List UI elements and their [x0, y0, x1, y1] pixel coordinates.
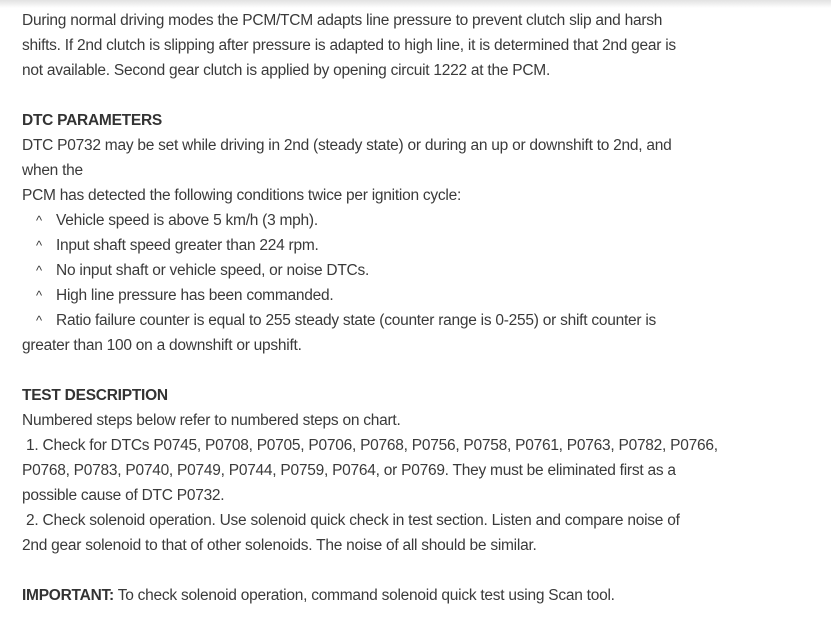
- test-description-section: [22, 383, 822, 558]
- condition-text: No input shaft or vehicle speed, or noise DTCs.: [56, 262, 370, 279]
- document-body: [22, 8, 822, 608]
- text-line: 1. Check for DTCs P0745, P0708, P0705, P0706, P0768, P0756, P0758, P0761, P0763, P0782, P0766,: [22, 437, 718, 454]
- important-note: [22, 583, 822, 608]
- caret-bullet-icon: ^: [36, 263, 42, 278]
- caret-bullet-icon: ^: [36, 238, 42, 253]
- condition-text: High line pressure has been commanded.: [56, 287, 334, 304]
- condition-item: [22, 208, 822, 233]
- text-line: During normal driving modes the PCM/TCM adapts line pressure to prevent clutch slip and harsh: [22, 12, 663, 29]
- condition-text: Ratio failure counter is equal to 255 steady state (counter range is 0-255) or shift counter is: [56, 312, 657, 329]
- text-line: 2nd gear solenoid to that of other solenoids. The noise of all should be similar.: [22, 537, 537, 554]
- condition-item: [22, 258, 822, 283]
- section-heading: DTC PARAMETERS: [22, 112, 163, 129]
- important-label: IMPORTANT:: [22, 587, 114, 604]
- text-line: shifts. If 2nd clutch is slipping after pressure is adapted to high line, it is determined that 2nd gear is: [22, 37, 676, 54]
- section-heading: TEST DESCRIPTION: [22, 387, 168, 404]
- condition-item: [22, 233, 822, 258]
- text-line: P0768, P0783, P0740, P0749, P0744, P0759, P0764, or P0769. They must be eliminated first as a: [22, 462, 676, 479]
- caret-bullet-icon: ^: [36, 313, 42, 328]
- top-shadow: [0, 0, 831, 8]
- condition-text: Input shaft speed greater than 224 rpm.: [56, 237, 319, 254]
- text-line: 2. Check solenoid operation. Use solenoid quick check in test section. Listen and compare noise of: [22, 512, 680, 529]
- caret-bullet-icon: ^: [36, 213, 42, 228]
- caret-bullet-icon: ^: [36, 288, 42, 303]
- intro-paragraph: [22, 8, 822, 83]
- text-line: not available. Second gear clutch is applied by opening circuit 1222 at the PCM.: [22, 62, 551, 79]
- condition-item: [22, 308, 822, 333]
- text-line: DTC P0732 may be set while driving in 2nd (steady state) or during an up or downshift to 2nd, and: [22, 137, 672, 154]
- important-text: To check solenoid operation, command solenoid quick test using Scan tool.: [113, 587, 615, 604]
- text-line: possible cause of DTC P0732.: [22, 487, 225, 504]
- text-line: Numbered steps below refer to numbered steps on chart.: [22, 412, 401, 429]
- condition-text: Vehicle speed is above 5 km/h (3 mph).: [56, 212, 318, 229]
- text-line: when the: [22, 162, 83, 179]
- text-line: PCM has detected the following conditions twice per ignition cycle:: [22, 187, 462, 204]
- text-line: greater than 100 on a downshift or upshift.: [22, 337, 302, 354]
- dtc-parameters-section: [22, 108, 822, 358]
- condition-item: [22, 283, 822, 308]
